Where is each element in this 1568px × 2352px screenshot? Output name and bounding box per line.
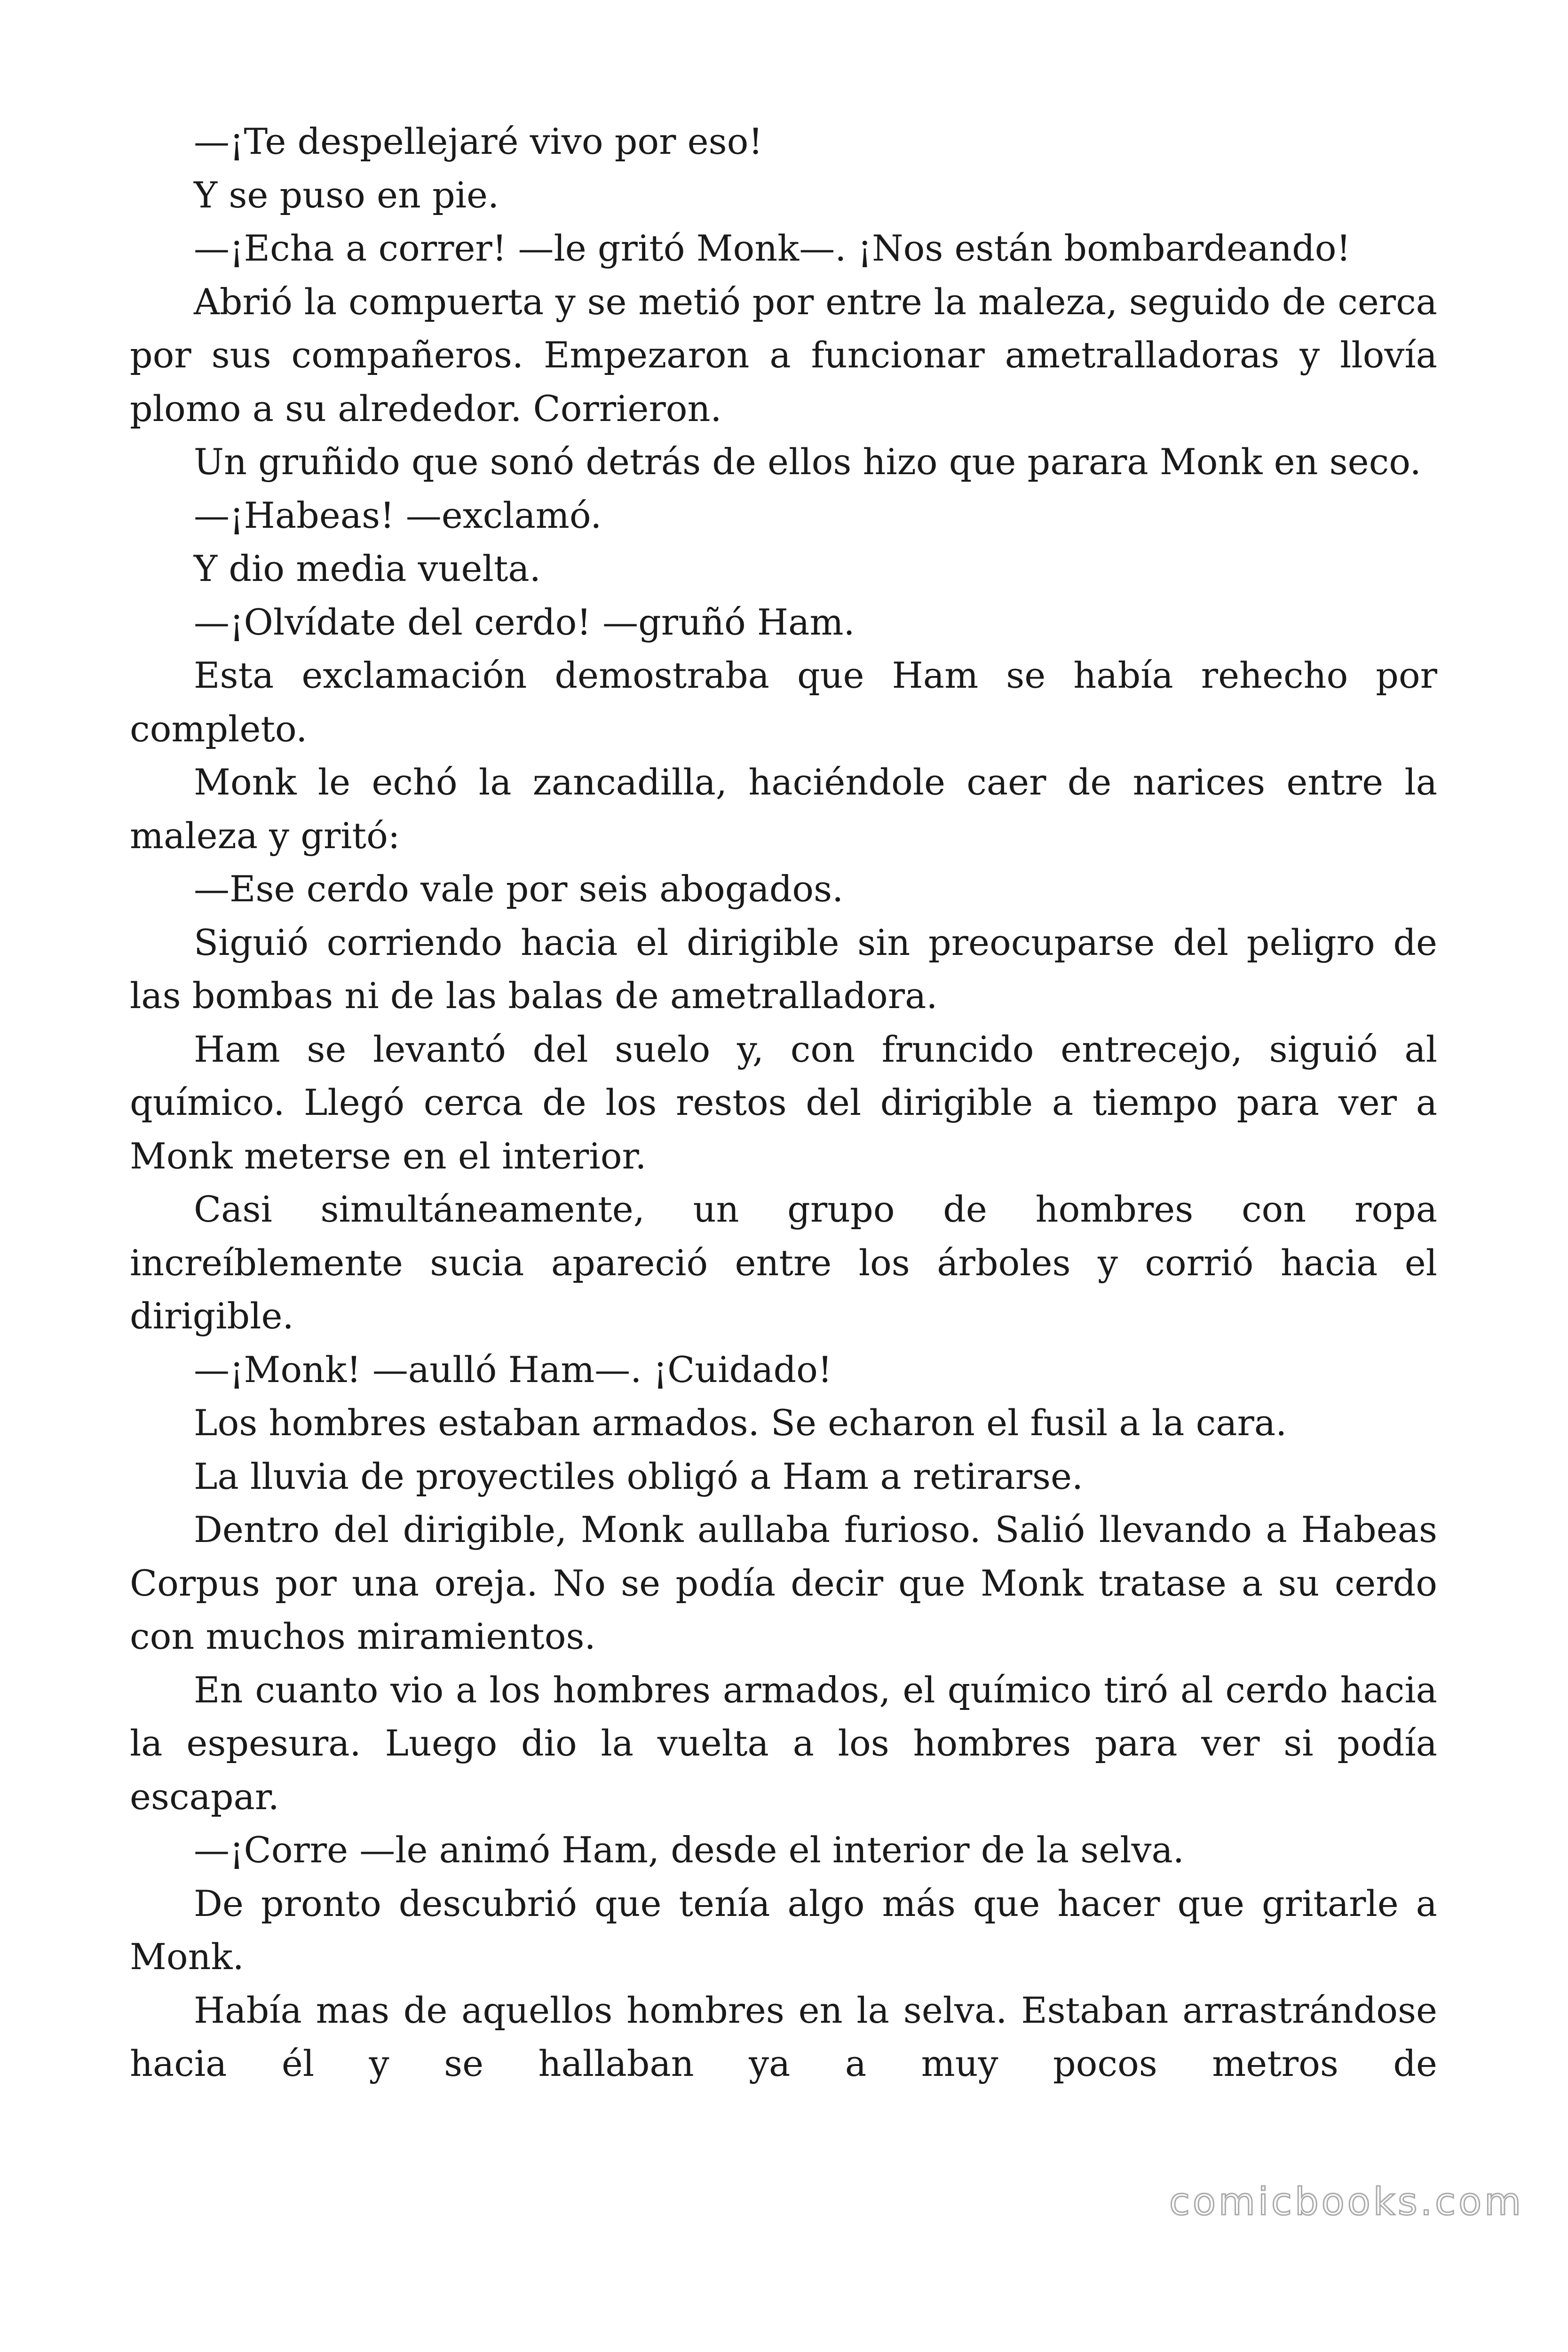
paragraph: —Ese cerdo vale por seis abogados. xyxy=(194,868,844,910)
paragraph: —¡Monk! —aulló Ham—. ¡Cuidado! xyxy=(194,1348,832,1391)
paragraph: La lluvia de proyectiles obligó a Ham a retirarse. xyxy=(194,1455,1084,1497)
paragraph: Ham se levantó del suelo y, con fruncido entrecejo, siguió al químico. Llegó cerca de los restos del dirigible a tiempo para ver a Monk meterse en el interior. xyxy=(130,1028,1437,1177)
watermark: comicbooks.com xyxy=(1169,2180,1524,2224)
paragraph: —¡Te despellejaré vivo por eso! xyxy=(194,120,763,162)
paragraph: Un gruñido que sonó detrás de ellos hizo que parara Monk en seco. xyxy=(194,441,1421,483)
paragraph: Y dio media vuelta. xyxy=(194,548,541,589)
paragraph: Monk le echó la zancadilla, haciéndole caer de narices entre la maleza y gritó: xyxy=(130,761,1437,857)
paragraph: —¡Echa a correr! —le gritó Monk—. ¡Nos están bombardeando! xyxy=(194,227,1351,269)
paragraph: De pronto descubrió que tenía algo más que hacer que gritarle a Monk. xyxy=(130,1882,1437,1978)
paragraph-continued: Había mas de aquellos hombres en la selva. Estaban arrastrándose hacia él y se hallaban ya a muy pocos metros de xyxy=(130,1989,1437,2084)
paragraph: —¡Corre —le animó Ham, desde el interior de la selva. xyxy=(194,1829,1184,1871)
paragraph: —¡Habeas! —exclamó. xyxy=(194,494,602,536)
paragraph: Y se puso en pie. xyxy=(194,174,499,216)
paragraph: —¡Olvídate del cerdo! —gruñó Ham. xyxy=(194,601,855,643)
paragraph: Siguió corriendo hacia el dirigible sin preocuparse del peligro de las bombas ni de las balas de ametralladora. xyxy=(130,921,1437,1017)
paragraph: Esta exclamación demostraba que Ham se había rehecho por completo. xyxy=(130,654,1437,750)
book-page-text xyxy=(130,115,1437,2090)
paragraph: En cuanto vio a los hombres armados, el químico tiró al cerdo hacia la espesura. Luego dio la vuelta a los hombres para ver si podía escapar. xyxy=(130,1669,1437,1818)
paragraph: Abrió la compuerta y se metió por entre la maleza, seguido de cerca por sus compañeros. Empezaron a funcionar ametralladoras y llovía plomo a su alrededor. Corrieron. xyxy=(130,280,1437,429)
paragraph: Dentro del dirigible, Monk aullaba furioso. Salió llevando a Habeas Corpus por una oreja. No se podía decir que Monk tratase a su cerdo con muchos miramientos. xyxy=(130,1509,1437,1657)
paragraph: Casi simultáneamente, un grupo de hombres con ropa increíblemente sucia apareció entre los árboles y corrió hacia el dirigible. xyxy=(130,1188,1437,1337)
paragraph: Los hombres estaban armados. Se echaron el fusil a la cara. xyxy=(194,1402,1287,1444)
